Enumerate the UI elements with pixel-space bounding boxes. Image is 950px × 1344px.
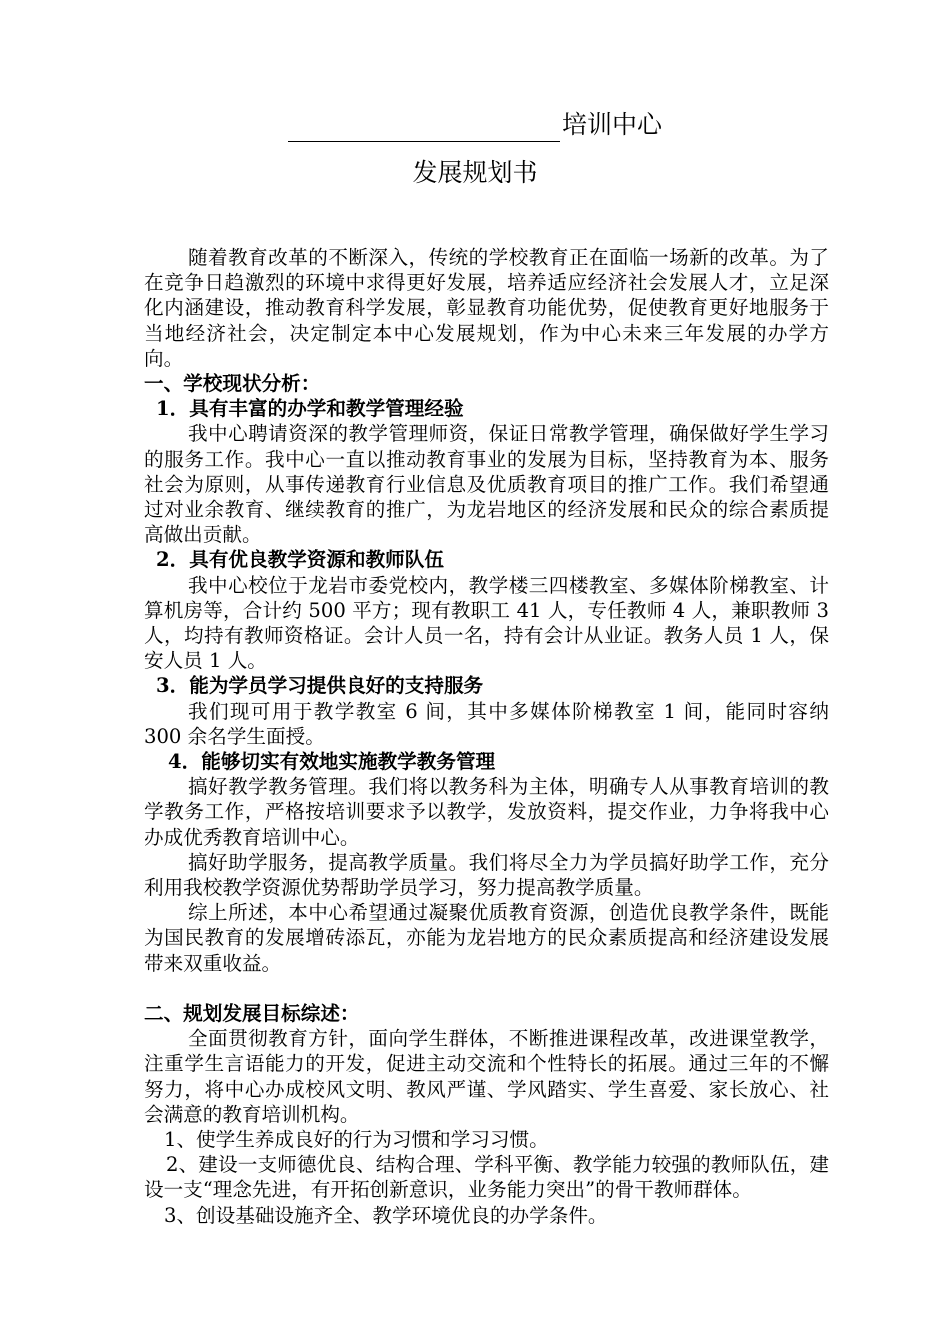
title-suffix: 培训中心 — [561, 110, 662, 139]
section-spacer — [144, 976, 829, 1001]
section1-paragraph-2: 我中心校位于龙岩市委党校内，教学楼三四楼教室、多媒体阶梯教室、计算机房等，合计约 500 平方；现有教职工 41 人，专任教师 4 人，兼职教师 3 人，均持有教师资格证。会计人员一名，持有会计从业证。教务人员 1 人，保安人员 1 人。 — [144, 573, 829, 673]
section2-item-2: 2、建设一支师德优良、结构合理、学科平衡、教学能力较强的教师队伍，建设一支“理念先进，有开拓创新意识，业务能力突出”的骨干教师群体。 — [144, 1153, 829, 1202]
section1-paragraph-4b: 搞好助学服务，提高教学质量。我们将尽全力为学员搞好助学工作，充分利用我校教学资源优势帮助学员学习，努力提高教学质量。 — [144, 850, 829, 900]
document-subtitle: 发展规划书 — [412, 158, 538, 187]
section1-summary: 综上所述，本中心希望通过凝聚优质教育资源，创造优良教学条件，既能为国民教育的发展增砖添瓦，亦能为龙岩地方的民众素质提高和经济建设发展带来双重收益。 — [144, 901, 829, 975]
section2-item-1: 1、使学生养成良好的行为习惯和学习习惯。 — [164, 1127, 549, 1151]
section1-paragraph-4a: 搞好教学教务管理。我们将以教务科为主体，明确专人从事教育培训的教学教务工作，严格按培训要求予以教学，发放资料，提交作业，力争将我中心办成优秀教育培训中心。 — [144, 775, 829, 849]
section1-subheading-3: 3．能为学员学习提供良好的支持服务 — [156, 674, 484, 698]
intro-paragraph: 随着教育改革的不断深入，传统的学校教育正在面临一场新的改革。为了在竞争日趋激烈的环境中求得更好发展，培养适应经济社会发展人才，立足深化内涵建设，推动教育科学发展，彰显教育功能优势，促使教育更好地服务于当地经济社会，决定制定本中心发展规划，作为中心未来三年发展的办学方向。 — [144, 246, 829, 370]
document-title — [0, 108, 950, 142]
section2-paragraph: 全面贯彻教育方针，面向学生群体，不断推进课程改革，改进课堂教学，注重学生言语能力的开发，促进主动交流和个性特长的拓展。通过三年的不懈努力，将中心办成校风文明、教风严谨、学风踏实、学生喜爱、家长放心、社会满意的教育培训机构。 — [144, 1027, 829, 1126]
section1-paragraph-1: 我中心聘请资深的教学管理师资，保证日常教学管理，确保做好学生学习的服务工作。我中心一直以推动教育事业的发展为目标，坚持教育为本、服务社会为原则，从事传递教育行业信息及优质教育项目的推广工作。我们希望通过对业余教育、继续教育的推广，为龙岩地区的经济发展和民众的综合素质提高做出贡献。 — [144, 422, 829, 547]
name-blank-line — [288, 115, 560, 142]
section1-heading: 一、学校现状分析： — [144, 372, 321, 396]
section1-subheading-4: 4．能够切实有效地实施教学教务管理 — [168, 750, 496, 774]
section2-heading: 二、规划发展目标综述： — [144, 1001, 360, 1025]
section1-paragraph-3: 我们现可用于教学教室 6 间，其中多媒体阶梯教室 1 间，能同时容纳 300 余名学生面授。 — [144, 699, 829, 748]
section1-subheading-1: 1．具有丰富的办学和教学管理经验 — [156, 397, 464, 421]
document-body — [144, 245, 829, 1228]
section1-subheading-2: 2．具有优良教学资源和教师队伍 — [156, 548, 444, 572]
section2-item-3: 3、创设基础设施齐全、教学环境优良的办学条件。 — [164, 1203, 608, 1227]
